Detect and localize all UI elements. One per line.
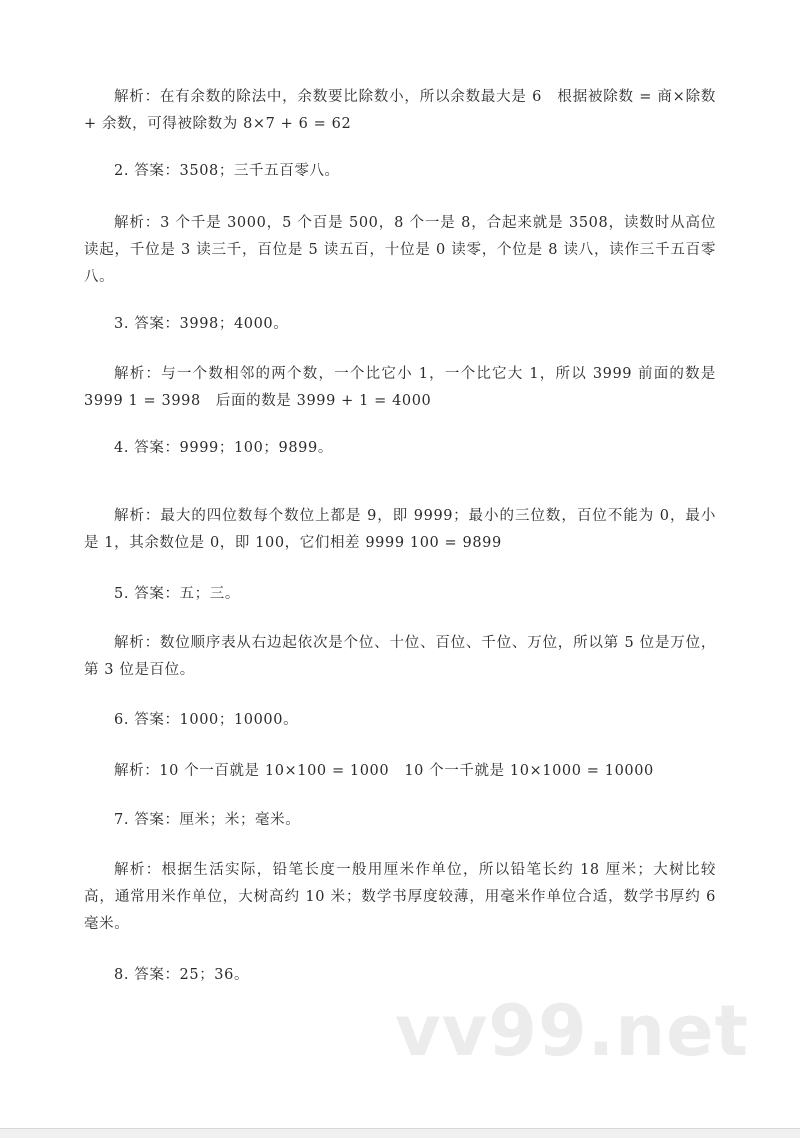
analysis-6: 解析：10 个一百就是 10×100 = 1000 10 个一千就是 10×1000 = 10000 bbox=[114, 763, 654, 779]
analysis-2: 解析：3 个千是 3000，5 个百是 500，8 个一是 8，合起来就是 3508，读数时从高位读起，千位是 3 读三千，百位是 5 读五百，十位是 0 读零，个位是 8 读八，读作三千五百零八。 bbox=[84, 215, 716, 285]
watermark: vv99.net bbox=[395, 990, 750, 1072]
answer-6: 6. 答案：1000；10000。 bbox=[114, 712, 299, 728]
analysis-1: 解析：在有余数的除法中，余数要比除数小，所以余数最大是 6 根据被除数 = 商×除数 + 余数，可得被除数为 8×7 + 6 = 62 bbox=[84, 89, 716, 132]
analysis-7: 解析：根据生活实际，铅笔长度一般用厘米作单位，所以铅笔长约 18 厘米；大树比较高，通常用米作单位，大树高约 10 米；数学书厚度较薄，用毫米作单位合适，数学书厚约 6 毫米。 bbox=[84, 862, 716, 932]
answer-7: 7. 答案：厘米；米；毫米。 bbox=[114, 812, 301, 828]
answer-8: 8. 答案：25；36。 bbox=[114, 967, 250, 983]
analysis-4: 解析：最大的四位数每个数位上都是 9，即 9999；最小的三位数，百位不能为 0，最小是 1，其余数位是 0，即 100，它们相差 9999 100 = 9899 bbox=[84, 508, 716, 551]
answer-5: 5. 答案：五；三。 bbox=[114, 586, 240, 602]
answer-4: 4. 答案：9999；100；9899。 bbox=[114, 440, 333, 456]
analysis-5: 解析：数位顺序表从右边起依次是个位、十位、百位、千位、万位，所以第 5 位是万位，第 3 位是百位。 bbox=[84, 635, 716, 678]
analysis-3: 解析：与一个数相邻的两个数，一个比它小 1，一个比它大 1，所以 3999 前面的数是 3999 1 = 3998 后面的数是 3999 + 1 = 4000 bbox=[84, 366, 716, 409]
answer-3: 3. 答案：3998；4000。 bbox=[114, 316, 289, 332]
answer-2: 2. 答案：3508；三千五百零八。 bbox=[114, 163, 340, 179]
